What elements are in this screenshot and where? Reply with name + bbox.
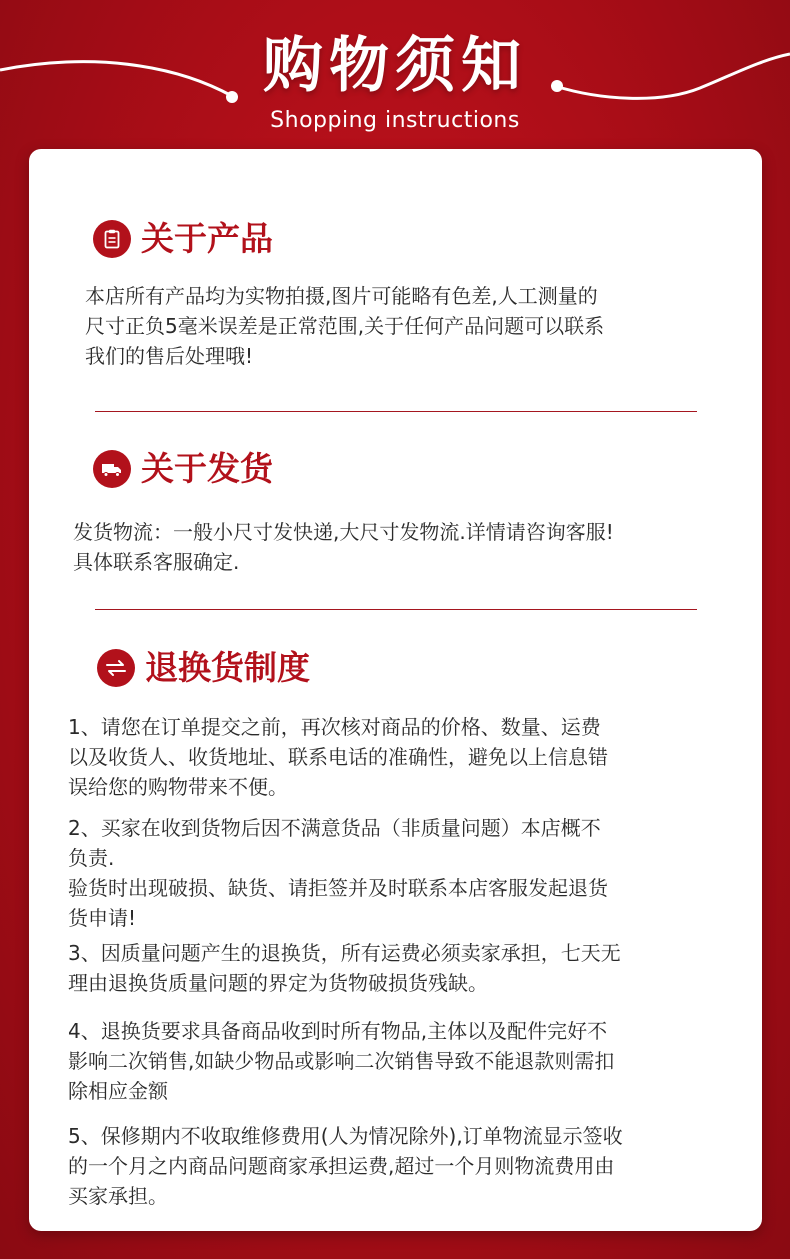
text-line: 影响二次销售,如缺少物品或影响二次销售导致不能退款则需扣 bbox=[68, 1049, 615, 1073]
text-line: 尺寸正负5毫米误差是正常范围,关于任何产品问题可以联系 bbox=[85, 314, 605, 338]
section-shipping-header bbox=[93, 449, 273, 489]
section-divider bbox=[95, 609, 697, 610]
text-line: 4、退换货要求具备商品收到时所有物品,主体以及配件完好不 bbox=[68, 1019, 608, 1043]
text-line: 我们的售后处理哦! bbox=[85, 344, 254, 368]
text-line: 3、因质量问题产生的退换货，所有运费必须卖家承担，七天无 bbox=[68, 941, 621, 965]
returns-paragraph-3 bbox=[68, 938, 621, 998]
text-line: 本店所有产品均为实物拍摄,图片可能略有色差,人工测量的 bbox=[85, 284, 598, 308]
text-line: 5、保修期内不收取维修费用(人为情况除外),订单物流显示签收 bbox=[68, 1124, 623, 1148]
exchange-arrows-icon bbox=[97, 649, 135, 687]
text-line: 1、请您在订单提交之前，再次核对商品的价格、数量、运费 bbox=[68, 715, 601, 739]
page-title: 购物须知 bbox=[263, 31, 527, 101]
text-line: 验货时出现破损、缺货、请拒签并及时联系本店客服发起退货 bbox=[68, 876, 608, 900]
returns-paragraph-1 bbox=[68, 712, 608, 802]
text-line: 除相应金额 bbox=[68, 1079, 168, 1103]
text-line: 具体联系客服确定. bbox=[73, 550, 240, 574]
text-line: 发货物流：一般小尺寸发快递,大尺寸发物流.详情请咨询客服! bbox=[73, 520, 614, 544]
text-line: 误给您的购物带来不便。 bbox=[68, 775, 288, 799]
section-title: 退换货制度 bbox=[145, 648, 310, 687]
section-returns-header bbox=[97, 648, 310, 688]
text-line: 的一个月之内商品问题商家承担运费,超过一个月则物流费用由 bbox=[68, 1154, 615, 1178]
section-product-text bbox=[85, 281, 604, 371]
section-shipping-text bbox=[73, 517, 614, 577]
returns-paragraph-2 bbox=[68, 813, 608, 933]
instructions-card bbox=[29, 149, 762, 1231]
page-subtitle: Shopping instructions bbox=[270, 108, 520, 133]
section-product-header bbox=[93, 219, 273, 259]
returns-paragraph-5 bbox=[68, 1121, 623, 1211]
text-line: 2、买家在收到货物后因不满意货品（非质量问题）本店概不 bbox=[68, 816, 601, 840]
text-line: 理由退换货质量问题的界定为货物破损货残缺。 bbox=[68, 971, 488, 995]
section-divider bbox=[95, 411, 697, 412]
text-line: 货申请! bbox=[68, 906, 137, 930]
text-line: 买家承担。 bbox=[68, 1184, 168, 1208]
clipboard-icon bbox=[93, 220, 131, 258]
section-title: 关于发货 bbox=[141, 449, 273, 488]
text-line: 负责. bbox=[68, 846, 115, 870]
text-line: 以及收货人、收货地址、联系电话的准确性，避免以上信息错 bbox=[68, 745, 608, 769]
truck-icon bbox=[93, 450, 131, 488]
section-title: 关于产品 bbox=[141, 219, 273, 258]
returns-paragraph-4 bbox=[68, 1016, 614, 1106]
